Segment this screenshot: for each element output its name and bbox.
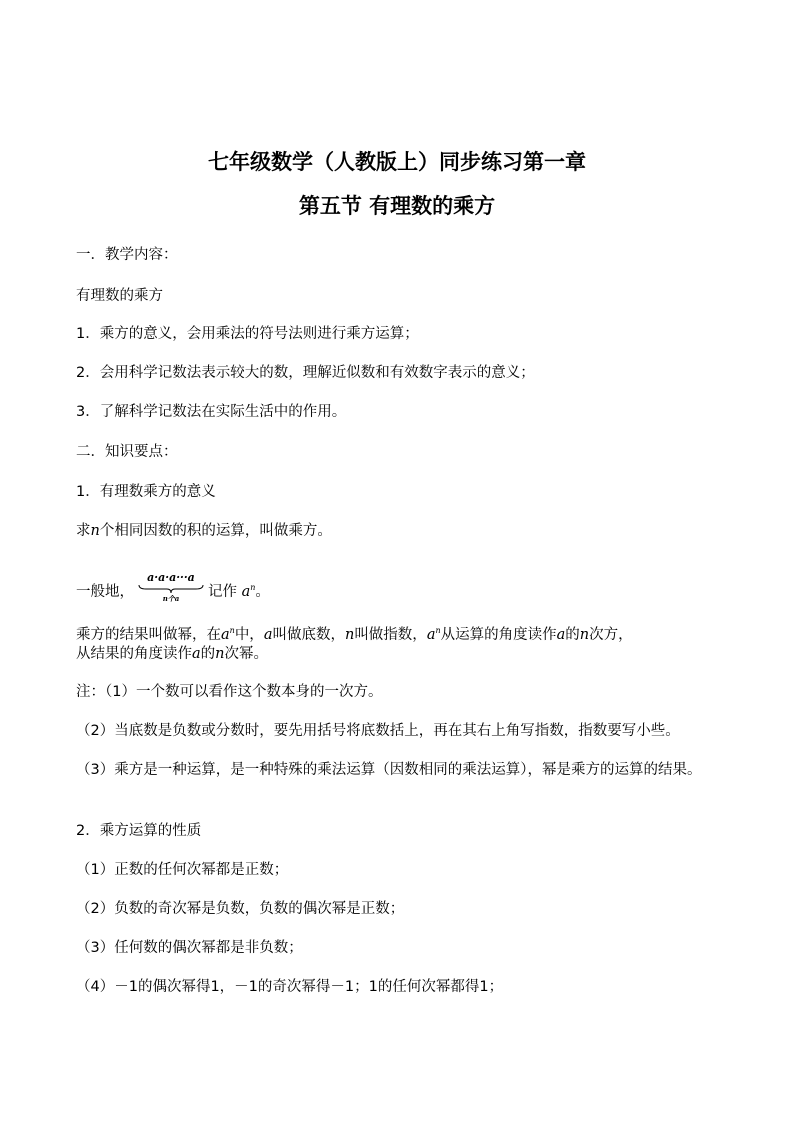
text-segment: 次幂。 — [224, 646, 268, 662]
property-2: （2）负数的奇次幂是负数，负数的偶次幂是正数； — [76, 901, 405, 917]
content-item-2: 2．会用科学记数法表示较大的数，理解近似数和有效数字表示的意义； — [76, 365, 535, 381]
document-title: 七年级数学（人教版上）同步练习第一章 — [208, 149, 586, 174]
point-1-heading: 1．有理数乘方的意义 — [76, 484, 216, 500]
variable-n: n — [215, 646, 225, 662]
power-base: a — [221, 627, 230, 643]
definition-line — [76, 520, 734, 542]
product-underbrace-formula — [136, 572, 206, 606]
note-2: （2）当底数是负数或分数时，要先用括号将底数括上，再在其右上角写指数，指数要写小些。 — [76, 723, 680, 739]
point-2-heading: 2．乘方运算的性质 — [76, 823, 202, 839]
text-segment: 叫做底数， — [272, 627, 345, 643]
content-item-3: 3．了解科学记数法在实际生活中的作用。 — [76, 404, 347, 420]
variable-a: a — [263, 627, 273, 643]
definition-suffix: 个相同因数的积的运算，叫做乘方。 — [99, 523, 332, 539]
power-base: a — [241, 584, 251, 600]
general-prefix: 一般地， — [76, 584, 134, 600]
variable-n: n — [90, 523, 100, 539]
variable-a: a — [556, 627, 566, 643]
variable-a: a — [192, 646, 201, 662]
property-3: （3）任何数的偶次幂都是非负数； — [76, 940, 303, 956]
power-base: a — [426, 627, 436, 643]
note-3: （3）乘方是一种运算，是一种特殊的乘法运算（因数相同的乘法运算），幂是乘方的运算的结果。 — [76, 762, 702, 778]
general-notation-line — [76, 572, 734, 606]
power-result-line-2 — [76, 643, 734, 665]
note-1: 注：（1）一个数可以看作这个数本身的一次方。 — [76, 684, 383, 700]
power-exponent: n — [435, 626, 441, 635]
topic-line: 有理数的乘方 — [76, 288, 163, 304]
power-exponent: n — [229, 626, 235, 635]
text-segment: 从运算的角度读作 — [440, 627, 557, 643]
text-segment: 从结果的角度读作 — [76, 646, 192, 662]
text-segment: 次方， — [589, 627, 633, 643]
content-item-1: 1．乘方的意义，会用乘法的符号法则进行乘方运算； — [76, 326, 419, 342]
text-segment: 的 — [200, 646, 216, 662]
text-segment: 中， — [234, 627, 264, 643]
property-1: （1）正数的任何次幂都是正数； — [76, 862, 289, 878]
text-segment: 的 — [565, 627, 580, 643]
text-segment: 乘方的结果叫做幂，在 — [76, 627, 221, 643]
knowledge-points-heading: 二．知识要点： — [76, 444, 178, 460]
property-4: （4）－1的偶次幂得1，－1的奇次幂得－1；1的任何次幂都得1； — [76, 979, 504, 995]
brace-count-label: n个a — [162, 594, 180, 603]
power-exponent: n — [250, 583, 256, 592]
repeated-product: a·a·a···a — [147, 571, 195, 584]
general-mid: 记作 — [208, 584, 237, 600]
text-segment: 叫做指数， — [354, 627, 427, 643]
underbrace-icon — [136, 584, 206, 594]
definition-prefix: 求 — [76, 523, 91, 539]
variable-n: n — [344, 627, 355, 643]
section-title: 第五节 有理数的乘方 — [298, 193, 496, 218]
general-end: 。 — [255, 584, 270, 600]
teaching-content-heading: 一．教学内容： — [76, 247, 178, 263]
variable-n: n — [579, 627, 590, 643]
